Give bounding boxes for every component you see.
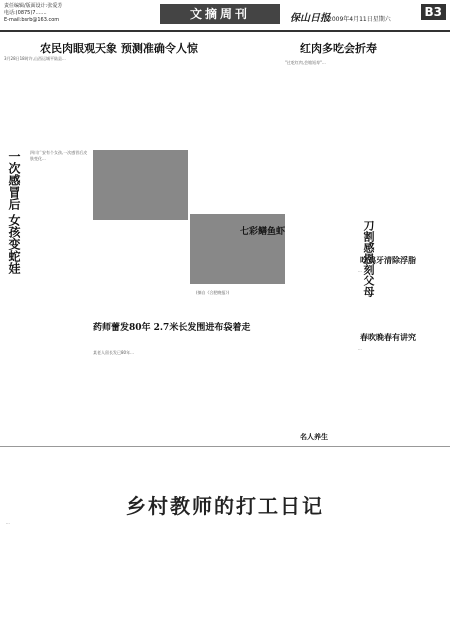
article-headline: 乡村教师的打工日记 <box>126 494 324 518</box>
article-body: "过吃红肉,会缩短寿"... <box>285 60 326 65</box>
editor-line: 责任编辑/版面设计:张爱芳 <box>4 3 63 9</box>
article-title: 药师蕾发80年 2.7米长发围进布袋着走 <box>93 323 251 333</box>
column-name: 文摘周刊 <box>160 4 280 24</box>
article-body: 3月28日18时许,山西运城平陆县... <box>4 56 66 61</box>
article-title: 春吹晚春有讲究 <box>360 332 416 342</box>
section-divider <box>0 446 450 447</box>
editor-line: E-mail:bsrb@163.com <box>4 17 60 23</box>
article-body: ... <box>6 520 10 525</box>
article-source: (摘自《合肥晚报》) <box>196 290 230 295</box>
article-body: 某老人留长发已80年... <box>93 350 134 355</box>
article-title-vertical: 一次感冒后 女孩变蛇娃 <box>7 150 21 275</box>
article-title: 红肉多吃会折寿 <box>300 42 377 55</box>
paper-name: 保山日报 <box>290 13 330 24</box>
editor-line: 电话:(0875)7....... <box>4 10 47 16</box>
masthead <box>0 0 450 32</box>
date-line: 2009年4月11日星期六 <box>328 16 391 23</box>
article-body: 四川广安有个女孩,一次感冒后皮肤变化... <box>30 150 88 161</box>
article-title: 七彩鳝鱼虾 <box>240 227 286 237</box>
article-body: ... <box>358 346 362 351</box>
article-title: 农民肉眼观天象 预测准确令人惊 <box>40 42 198 55</box>
section-label: 名人养生 <box>300 432 328 441</box>
article-photo <box>93 150 188 220</box>
article-title-vertical: 刀割感恩刻父母 <box>362 220 375 297</box>
article-body: ... <box>358 268 362 273</box>
editor-info <box>4 3 92 24</box>
article-title: 吃鸡牙清除浮脂 <box>360 255 416 265</box>
page-number: B3 <box>421 4 447 20</box>
